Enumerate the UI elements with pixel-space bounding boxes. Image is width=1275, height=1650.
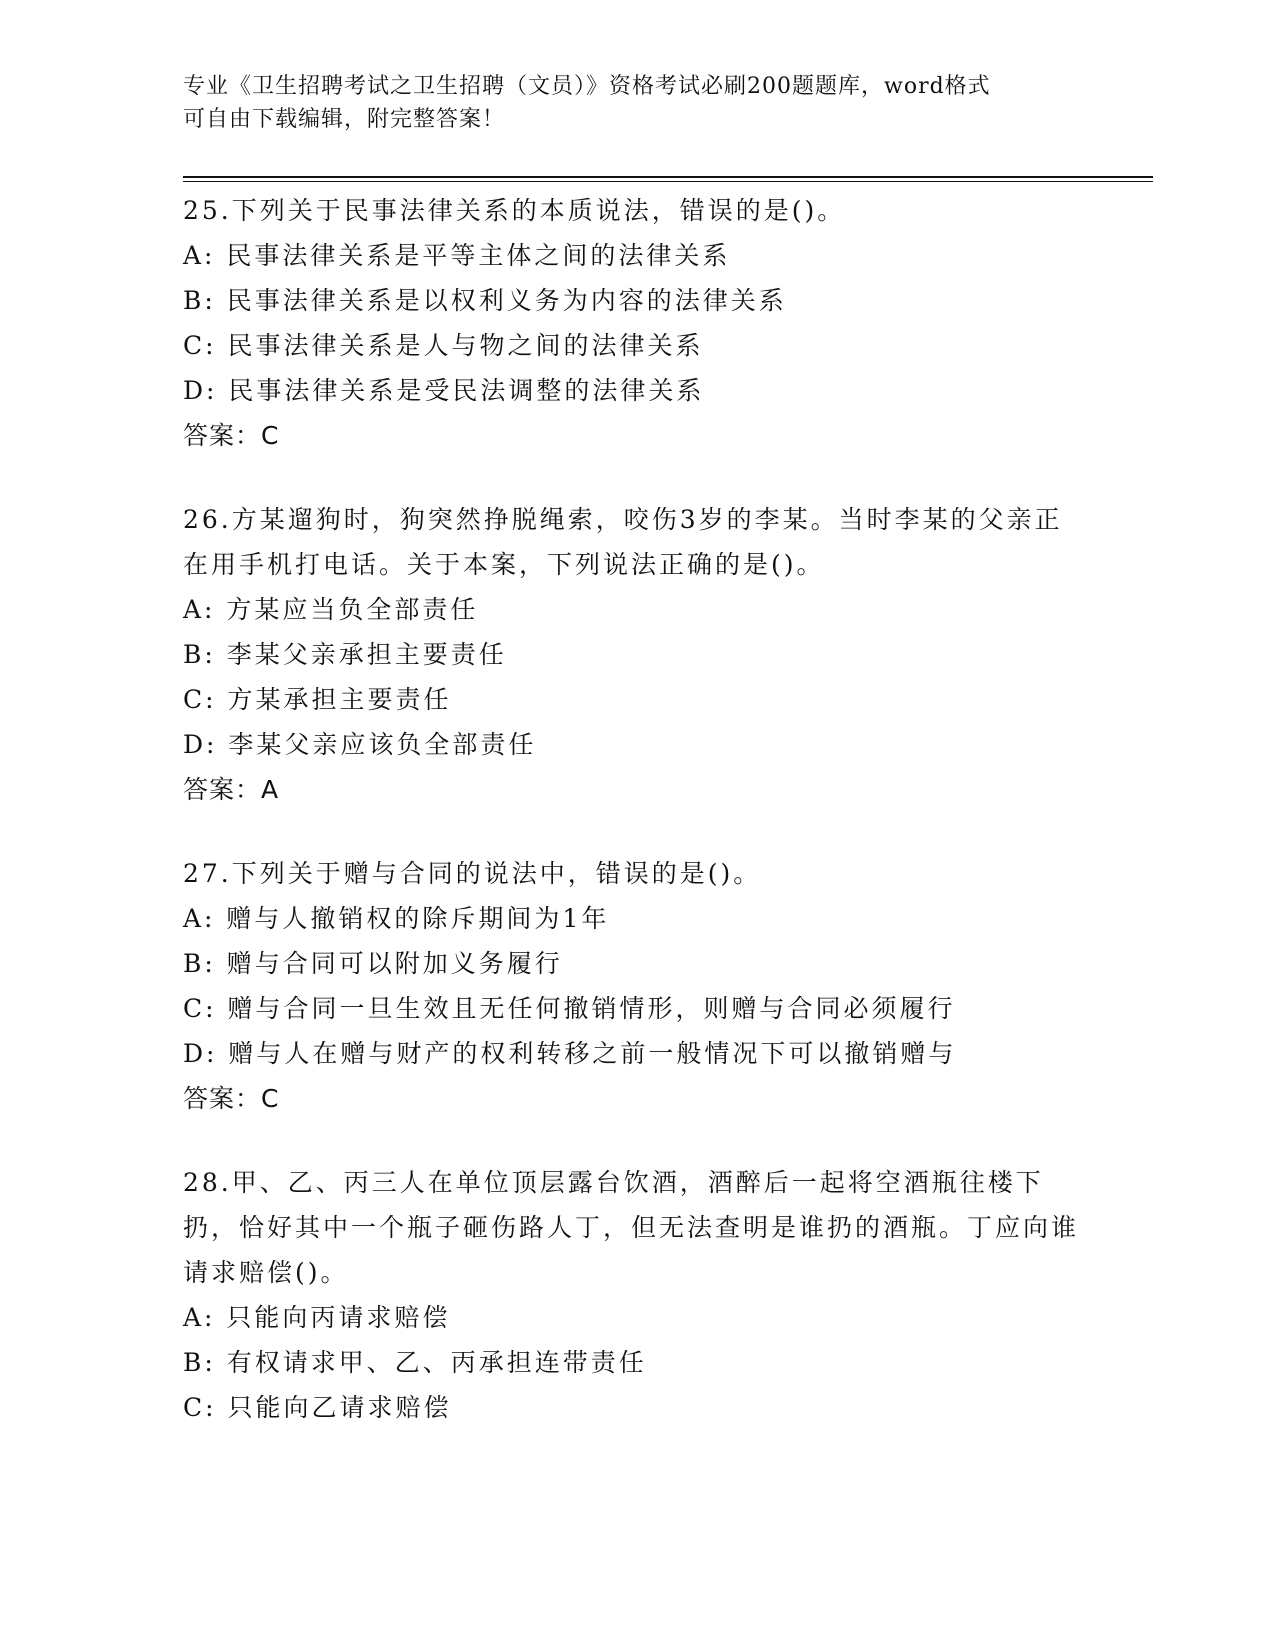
option-b: B: 赠与合同可以附加义务履行 (183, 949, 563, 978)
option-c: C: 方某承担主要责任 (183, 685, 452, 714)
question-stem: 25.下列关于民事法律关系的本质说法，错误的是()。 (183, 196, 846, 225)
header-line-2: 可自由下载编辑，附完整答案！ (183, 107, 506, 132)
option-c: C: 赠与合同一旦生效且无任何撤销情形，则赠与合同必须履行 (183, 994, 956, 1023)
question-25 (183, 188, 1083, 458)
header-divider-thin (183, 181, 1153, 182)
question-stem: 28.甲、乙、丙三人在单位顶层露台饮酒，酒醉后一起将空酒瓶往楼下扔，恰好其中一个瓶子砸伤路人丁，但无法查明是谁扔的酒瓶。丁应向谁请求赔偿()。 (183, 1168, 1080, 1287)
question-27 (183, 851, 1083, 1121)
answer-label: 答案：A (183, 775, 280, 804)
option-d: D: 民事法律关系是受民法调整的法律关系 (183, 376, 705, 405)
option-d: D: 李某父亲应该负全部责任 (183, 730, 537, 759)
header-divider-thick (183, 176, 1153, 178)
answer-label: 答案：C (183, 1084, 280, 1113)
header-line-1: 专业《卫生招聘考试之卫生招聘（文员）》资格考试必刷200题题库，word格式 (183, 74, 991, 99)
question-stem: 26.方某遛狗时，狗突然挣脱绳索，咬伤3岁的李某。当时李某的父亲正在用手机打电话。关于本案，下列说法正确的是()。 (183, 505, 1063, 579)
option-a: A: 方某应当负全部责任 (183, 595, 479, 624)
document-header (183, 70, 1063, 136)
option-b: B: 李某父亲承担主要责任 (183, 640, 507, 669)
question-stem: 27.下列关于赠与合同的说法中，错误的是()。 (183, 859, 762, 888)
question-list (183, 188, 1083, 1469)
option-a: A: 赠与人撤销权的除斥期间为1年 (183, 904, 610, 933)
option-c: C: 民事法律关系是人与物之间的法律关系 (183, 331, 704, 360)
option-d: D: 赠与人在赠与财产的权利转移之前一般情况下可以撤销赠与 (183, 1039, 957, 1068)
option-a: A: 民事法律关系是平等主体之间的法律关系 (183, 241, 731, 270)
option-b: B: 有权请求甲、乙、丙承担连带责任 (183, 1348, 647, 1377)
option-c: C: 只能向乙请求赔偿 (183, 1393, 452, 1422)
option-a: A: 只能向丙请求赔偿 (183, 1303, 451, 1332)
answer-label: 答案：C (183, 421, 280, 450)
option-b: B: 民事法律关系是以权利义务为内容的法律关系 (183, 286, 787, 315)
question-28 (183, 1160, 1083, 1430)
question-26 (183, 497, 1083, 812)
